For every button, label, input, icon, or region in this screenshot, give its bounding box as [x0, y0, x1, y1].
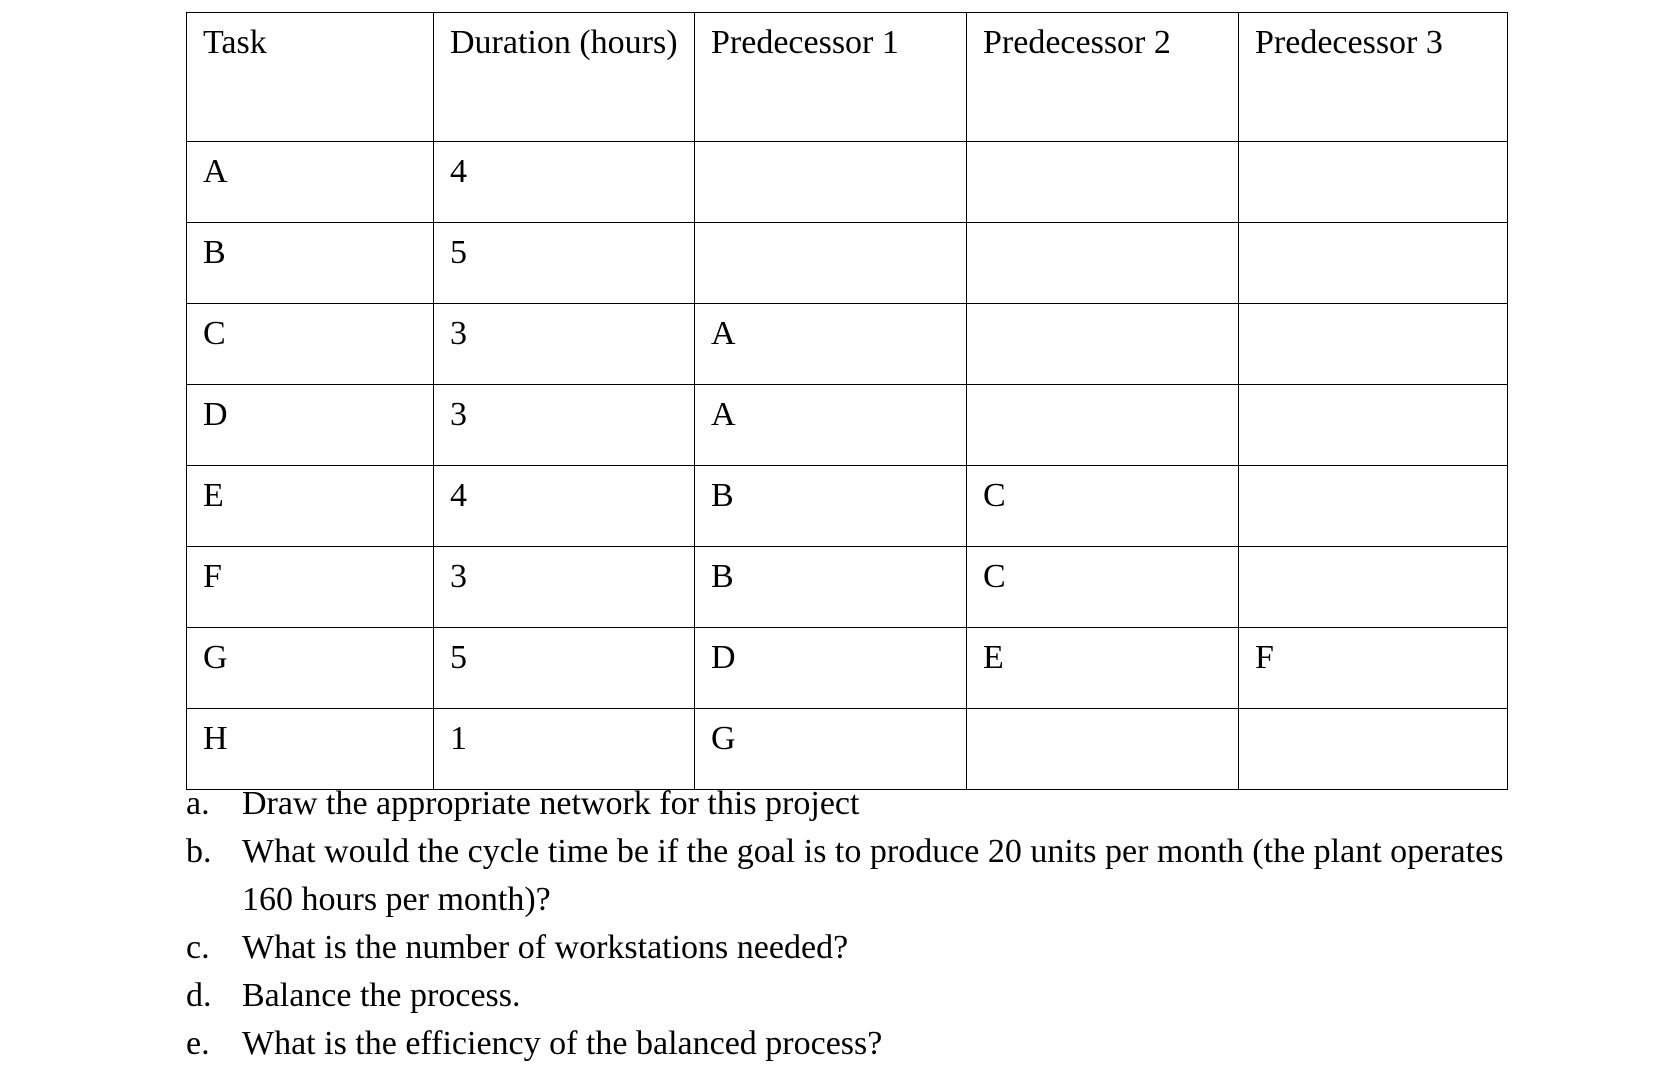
duration-cell: 3	[434, 547, 695, 628]
question-item	[186, 780, 1526, 828]
predecessor-2-cell	[967, 709, 1239, 790]
table-row	[187, 466, 1508, 547]
task-cell: B	[187, 223, 434, 304]
question-marker: b.	[186, 833, 212, 870]
predecessor-3-cell: F	[1239, 628, 1508, 709]
question-list	[186, 780, 1526, 1068]
question-marker: e.	[186, 1025, 210, 1062]
question-item	[186, 1020, 1526, 1068]
duration-cell: 5	[434, 628, 695, 709]
duration-cell: 1	[434, 709, 695, 790]
predecessor-1-cell	[695, 223, 967, 304]
question-text: What is the efficiency of the balanced process?	[242, 1025, 883, 1062]
predecessor-1-cell: G	[695, 709, 967, 790]
duration-cell: 4	[434, 142, 695, 223]
table-row	[187, 223, 1508, 304]
duration-cell: 3	[434, 385, 695, 466]
predecessor-1-cell	[695, 142, 967, 223]
header-task: Task	[187, 13, 434, 142]
question-marker: a.	[186, 785, 210, 822]
predecessor-2-cell	[967, 223, 1239, 304]
predecessor-3-cell	[1239, 385, 1508, 466]
task-cell: F	[187, 547, 434, 628]
table-row	[187, 628, 1508, 709]
predecessor-2-cell	[967, 142, 1239, 223]
predecessor-2-cell: E	[967, 628, 1239, 709]
question-text: What would the cycle time be if the goal is to produce 20 units per month (the plant operates 160 hours per month)?	[242, 833, 1504, 918]
header-duration: Duration (hours)	[434, 13, 695, 142]
question-marker: d.	[186, 977, 212, 1014]
task-cell: C	[187, 304, 434, 385]
task-cell: A	[187, 142, 434, 223]
question-text: What is the number of workstations needed?	[242, 929, 849, 966]
header-predecessor-3: Predecessor 3	[1239, 13, 1508, 142]
predecessor-1-cell: B	[695, 547, 967, 628]
duration-cell: 4	[434, 466, 695, 547]
question-marker: c.	[186, 929, 210, 966]
table-row	[187, 547, 1508, 628]
question-item	[186, 972, 1526, 1020]
task-cell: G	[187, 628, 434, 709]
predecessor-1-cell: A	[695, 385, 967, 466]
predecessor-2-cell: C	[967, 466, 1239, 547]
table-header-row	[187, 13, 1508, 142]
predecessor-3-cell	[1239, 304, 1508, 385]
predecessor-1-cell: D	[695, 628, 967, 709]
question-text: Balance the process.	[242, 977, 521, 1014]
table-row	[187, 385, 1508, 466]
header-predecessor-2: Predecessor 2	[967, 13, 1239, 142]
task-cell: D	[187, 385, 434, 466]
duration-cell: 3	[434, 304, 695, 385]
task-table	[186, 12, 1508, 790]
question-item	[186, 924, 1526, 972]
question-text: Draw the appropriate network for this project	[242, 785, 860, 822]
table-row	[187, 709, 1508, 790]
header-predecessor-1: Predecessor 1	[695, 13, 967, 142]
predecessor-2-cell	[967, 304, 1239, 385]
predecessor-2-cell: C	[967, 547, 1239, 628]
table-row	[187, 142, 1508, 223]
duration-cell: 5	[434, 223, 695, 304]
predecessor-3-cell	[1239, 709, 1508, 790]
task-cell: H	[187, 709, 434, 790]
predecessor-1-cell: B	[695, 466, 967, 547]
task-cell: E	[187, 466, 434, 547]
predecessor-3-cell	[1239, 466, 1508, 547]
predecessor-1-cell: A	[695, 304, 967, 385]
predecessor-3-cell	[1239, 223, 1508, 304]
predecessor-2-cell	[967, 385, 1239, 466]
predecessor-3-cell	[1239, 142, 1508, 223]
question-item	[186, 828, 1526, 924]
table-row	[187, 304, 1508, 385]
predecessor-3-cell	[1239, 547, 1508, 628]
